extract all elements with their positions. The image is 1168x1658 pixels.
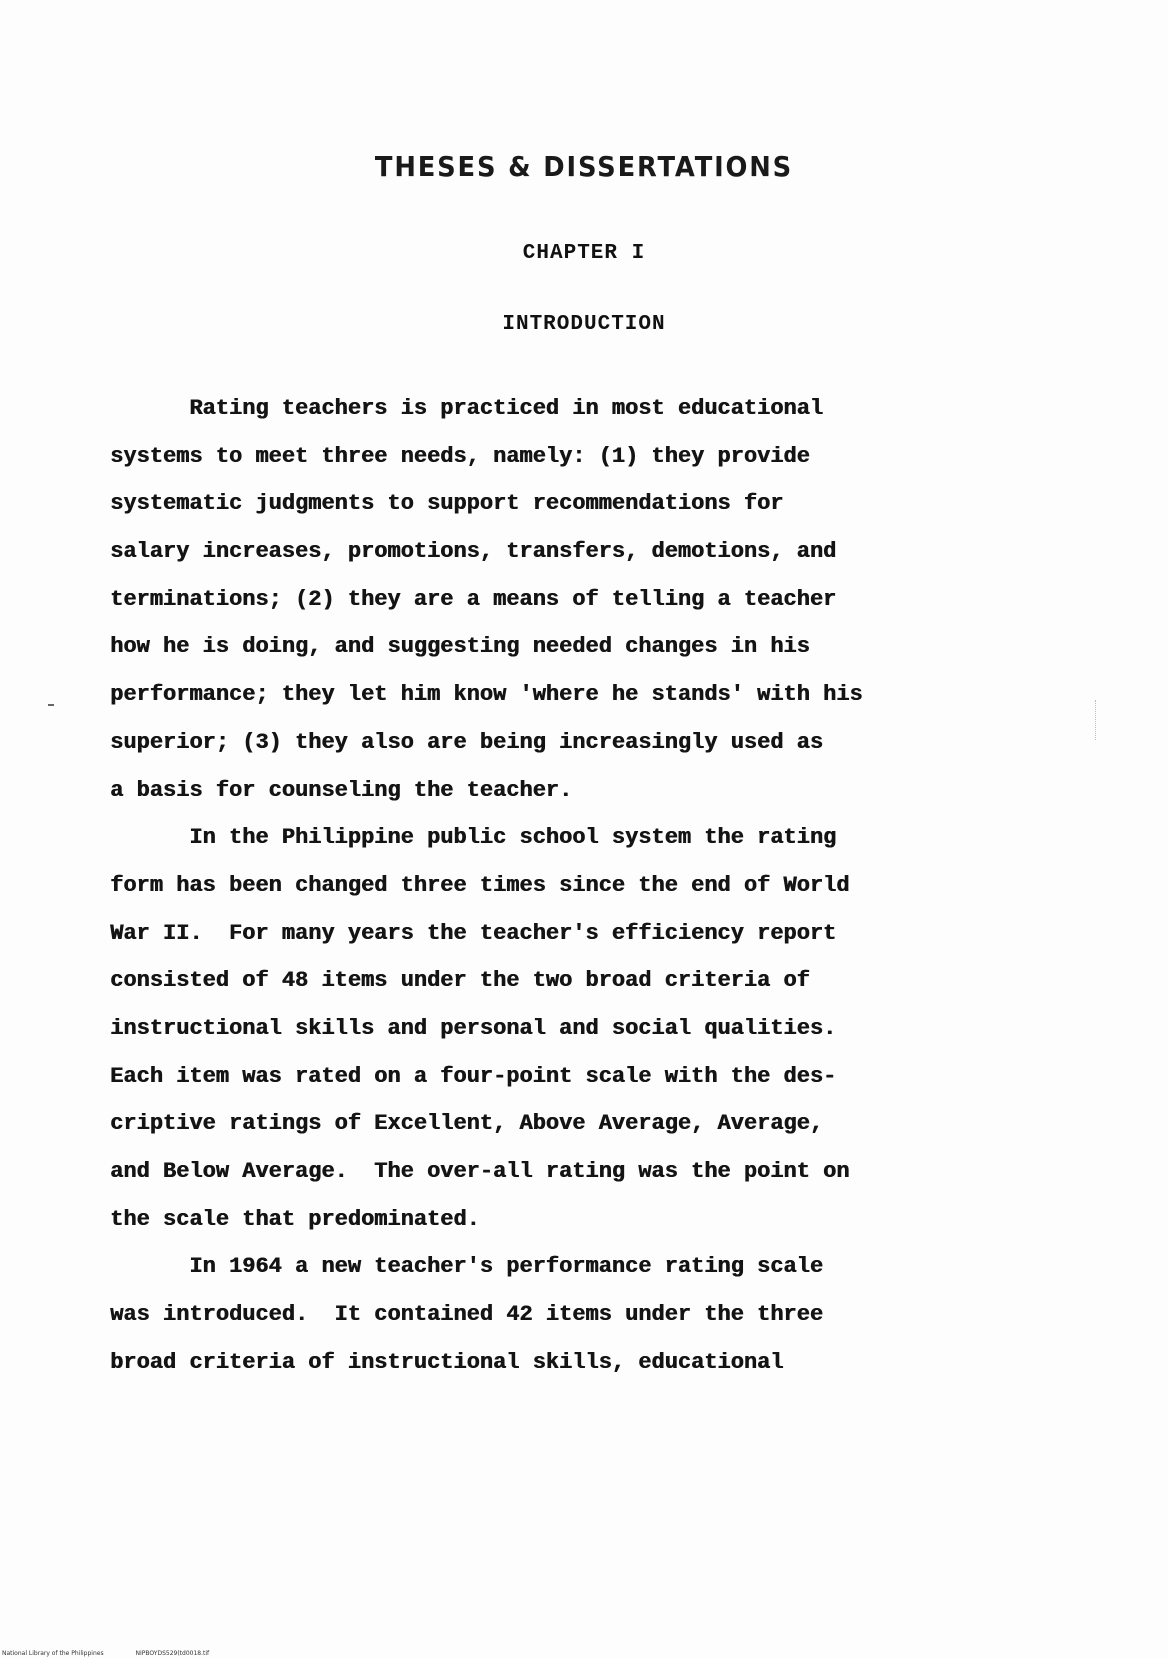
text-line: salary increases, promotions, transfers, demotions, and [110,539,837,565]
text-line: a basis for counseling the teacher. [110,777,573,803]
scan-speck [48,704,54,706]
text-line: In 1964 a new teacher's performance rating scale [110,1254,823,1280]
footer-library: National Library of the Philippines [2,1650,104,1657]
text-line: Each item was rated on a four-point scale with the des- [110,1063,837,1089]
text-line: superior; (3) they also are being increasingly used as [110,729,823,755]
text-line: performance; they let him know 'where he stands' with his [110,682,863,708]
text-line: War II. For many years the teacher's efficiency report [110,920,837,946]
scan-edge-mark [1093,700,1096,740]
text-line: systems to meet three needs, namely: (1) they provide [110,443,810,469]
text-line: broad criteria of instructional skills, educational [110,1349,784,1375]
text-line: was introduced. It contained 42 items under the three [110,1302,823,1328]
theses-dissertations-stamp: THESES & DISSERTATIONS [374,150,794,183]
chapter-title: CHAPTER I [522,242,646,265]
text-line: criptive ratings of Excellent, Above Average, Average, [110,1111,823,1137]
scan-footer [2,1650,239,1657]
text-line: form has been changed three times since the end of World [110,872,850,898]
text-line: the scale that predominated. [110,1206,480,1232]
section-heading: INTRODUCTION [502,313,666,336]
text-line: how he is doing, and suggesting needed changes in his [110,634,810,660]
text-line: and Below Average. The over-all rating was the point on [110,1159,850,1184]
text-line: instructional skills and personal and social qualities. [110,1015,837,1041]
text-line: systematic judgments to support recommendations for [110,491,784,517]
body-text [110,385,990,1386]
text-line: consisted of 48 items under the two broad criteria of [110,968,810,994]
footer-filename: NIPBOYDS529(td0018.tif [135,1650,210,1657]
text-line: In the Philippine public school system the rating [110,825,837,851]
text-line: Rating teachers is practiced in most educational [110,396,823,421]
text-line: terminations; (2) they are a means of telling a teacher [110,586,837,612]
